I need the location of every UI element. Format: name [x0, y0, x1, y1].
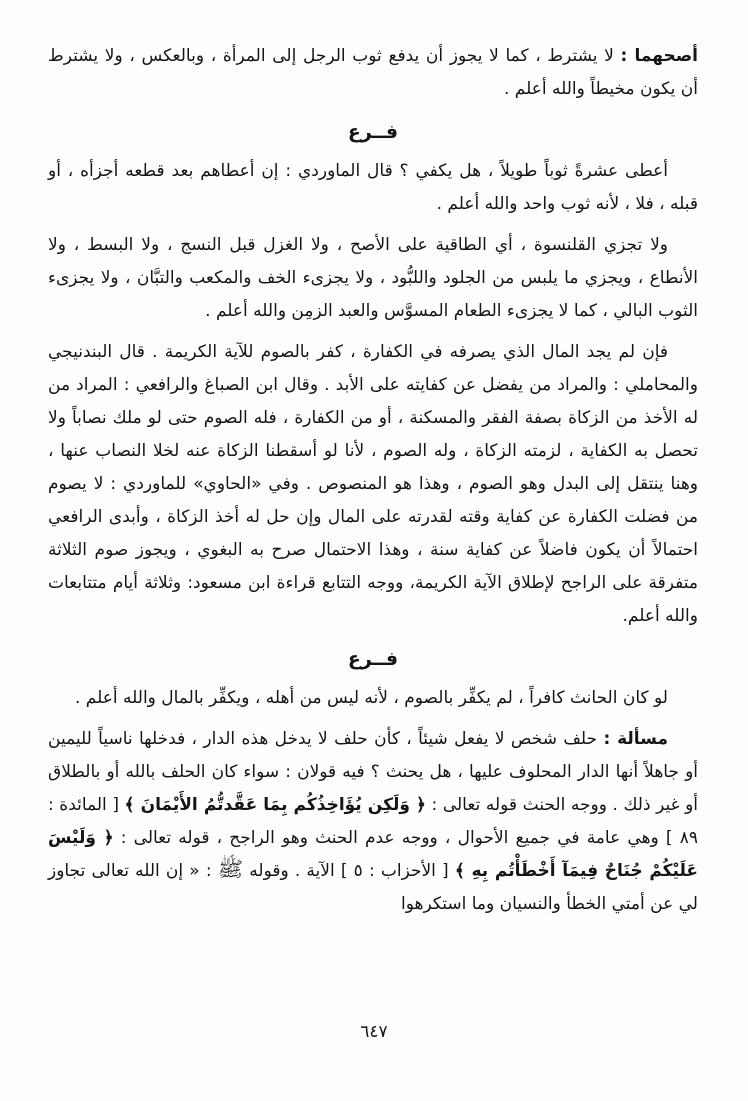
page-number: ٦٤٧	[360, 1022, 388, 1042]
paragraph-continuation-text: لا يشترط ، كما لا يجوز أن يدفع ثوب الرجل إلى المرأة ، وبالعكس ، ولا يشترط أن يكون مخيطاً والله أعلم .	[48, 46, 698, 99]
paragraph-masala	[48, 723, 698, 921]
paragraph-continuation	[48, 40, 698, 106]
masala-text-3b: : « إن الله تعالى تجاوز لي عن أمتي الخطأ والنسيان وما استكرهوا	[48, 861, 698, 914]
masala-text-1: حلف شخص لا يفعل شيئاً ، كأن حلف لا يدخل هذه الدار ، فدخلها ناسياً لليمين أو جاهلاً أنها الدار المحلوف عليها ، هل يحنث ؟ فيه قولان : سواء كان الحلف بالله أو بالطلاق أو غير ذلك . ووجه الحنث قوله تعالى :	[48, 729, 699, 815]
verse-reference-ahzab: [ الأحزاب : ٥ ]	[340, 861, 449, 881]
paragraph-kaffara-fasting: فإن لم يجد المال الذي يصرفه في الكفارة ، كفر بالصوم للآية الكريمة . قال البندنيجي والمحاملي : والمراد من يفضل عن كفايته على الأبد . وقال ابن الصباغ والرافعي : المراد من له الأخذ من الزكاة بصفة الفقر والمسكنة ، أو من الكفارة ، فله الصوم حتى لو ملك نصاباً ولا تحصل به الكفاية ، لزمته الزكاة ، وله الصوم ، لأنا لو أسقطنا الزكاة عنه لخلا النصاب عنها ، وهنا ينتقل إلى البدل وهو الصوم ، وهذا هو المنصوص . وفي «الحاوي» للماوردي : لا يصوم من فضلت الكفارة عن كفاية وقته لقدرته على المال وإن حل له أخذ الزكاة ، وأبدى الرافعي احتمالاً أن يكون فاضلاً عن كفاية سنة ، وهذا الاحتمال صرح به البغوي ، ويجوز صوم الثلاثة متفرقة على الراجح لإطلاق الآية الكريمة، ووجه التتابع قراءة ابن مسعود: وثلاثة أيام متتابعات والله أعلم.	[48, 342, 698, 626]
masala-text-3a: الآية . وقوله	[249, 861, 335, 881]
lead-word-ashahhuma: أصحهما :	[620, 46, 698, 66]
text-area	[48, 40, 698, 929]
section-heading-branch-2: فــرع	[347, 648, 399, 670]
paragraph-kafir-hanith: لو كان الحانث كافراً ، لم يكفِّر بالصوم ، لأنه ليس من أهله ، ويكفِّر بالمال والله أعلم .	[75, 688, 668, 708]
lead-word-masala: مسألة :	[603, 729, 669, 749]
salla-allahu-alayhi-wasallam-glyph: ﷺ	[217, 857, 244, 881]
quran-verse-maida: ﴿ وَلَكِن يُؤَاخِذُكُم بِمَا عَقَّدتُّمُ الأَيْمَانَ ﴾	[124, 795, 426, 815]
paragraph-qalansuwa: ولا تجزي القلنسوة ، أي الطاقية على الأصح ، ولا الغزل قبل النسج ، ولا البسط ، ولا الأنطاع ، ويجزي ما يلبس من الجلود واللبُّود ، ولا يجزىء الخف والمكعب والتبَّان ، ولا يجزىء الثوب البالي ، كما لا يجزىء الطعام المسوَّس والعبد الزمِن والله أعلم .	[48, 235, 698, 321]
masala-text-2: وهي عامة في جميع الأحوال ، ووجه عدم الحنث وهو الراجح ، قوله تعالى :	[120, 828, 659, 848]
paragraph-ten-garments: أعطى عشرةً ثوباً طويلاً ، هل يكفي ؟ قال الماوردي : إن أعطاهم بعد قطعه أجزأه ، أو قبله ، فلا ، لأنه ثوب واحد والله أعلم .	[48, 161, 698, 214]
verse-reference-maida: [ المائدة : ٨٩ ]	[48, 795, 698, 848]
quran-verse-ahzab: ﴿ وَلَيْسَ عَلَيْكُمْ جُنَاحٌ فِيمَآ أَخْطَأْتُم بِهِ ﴾	[48, 828, 699, 881]
section-heading-branch-1: فــرع	[347, 121, 399, 143]
